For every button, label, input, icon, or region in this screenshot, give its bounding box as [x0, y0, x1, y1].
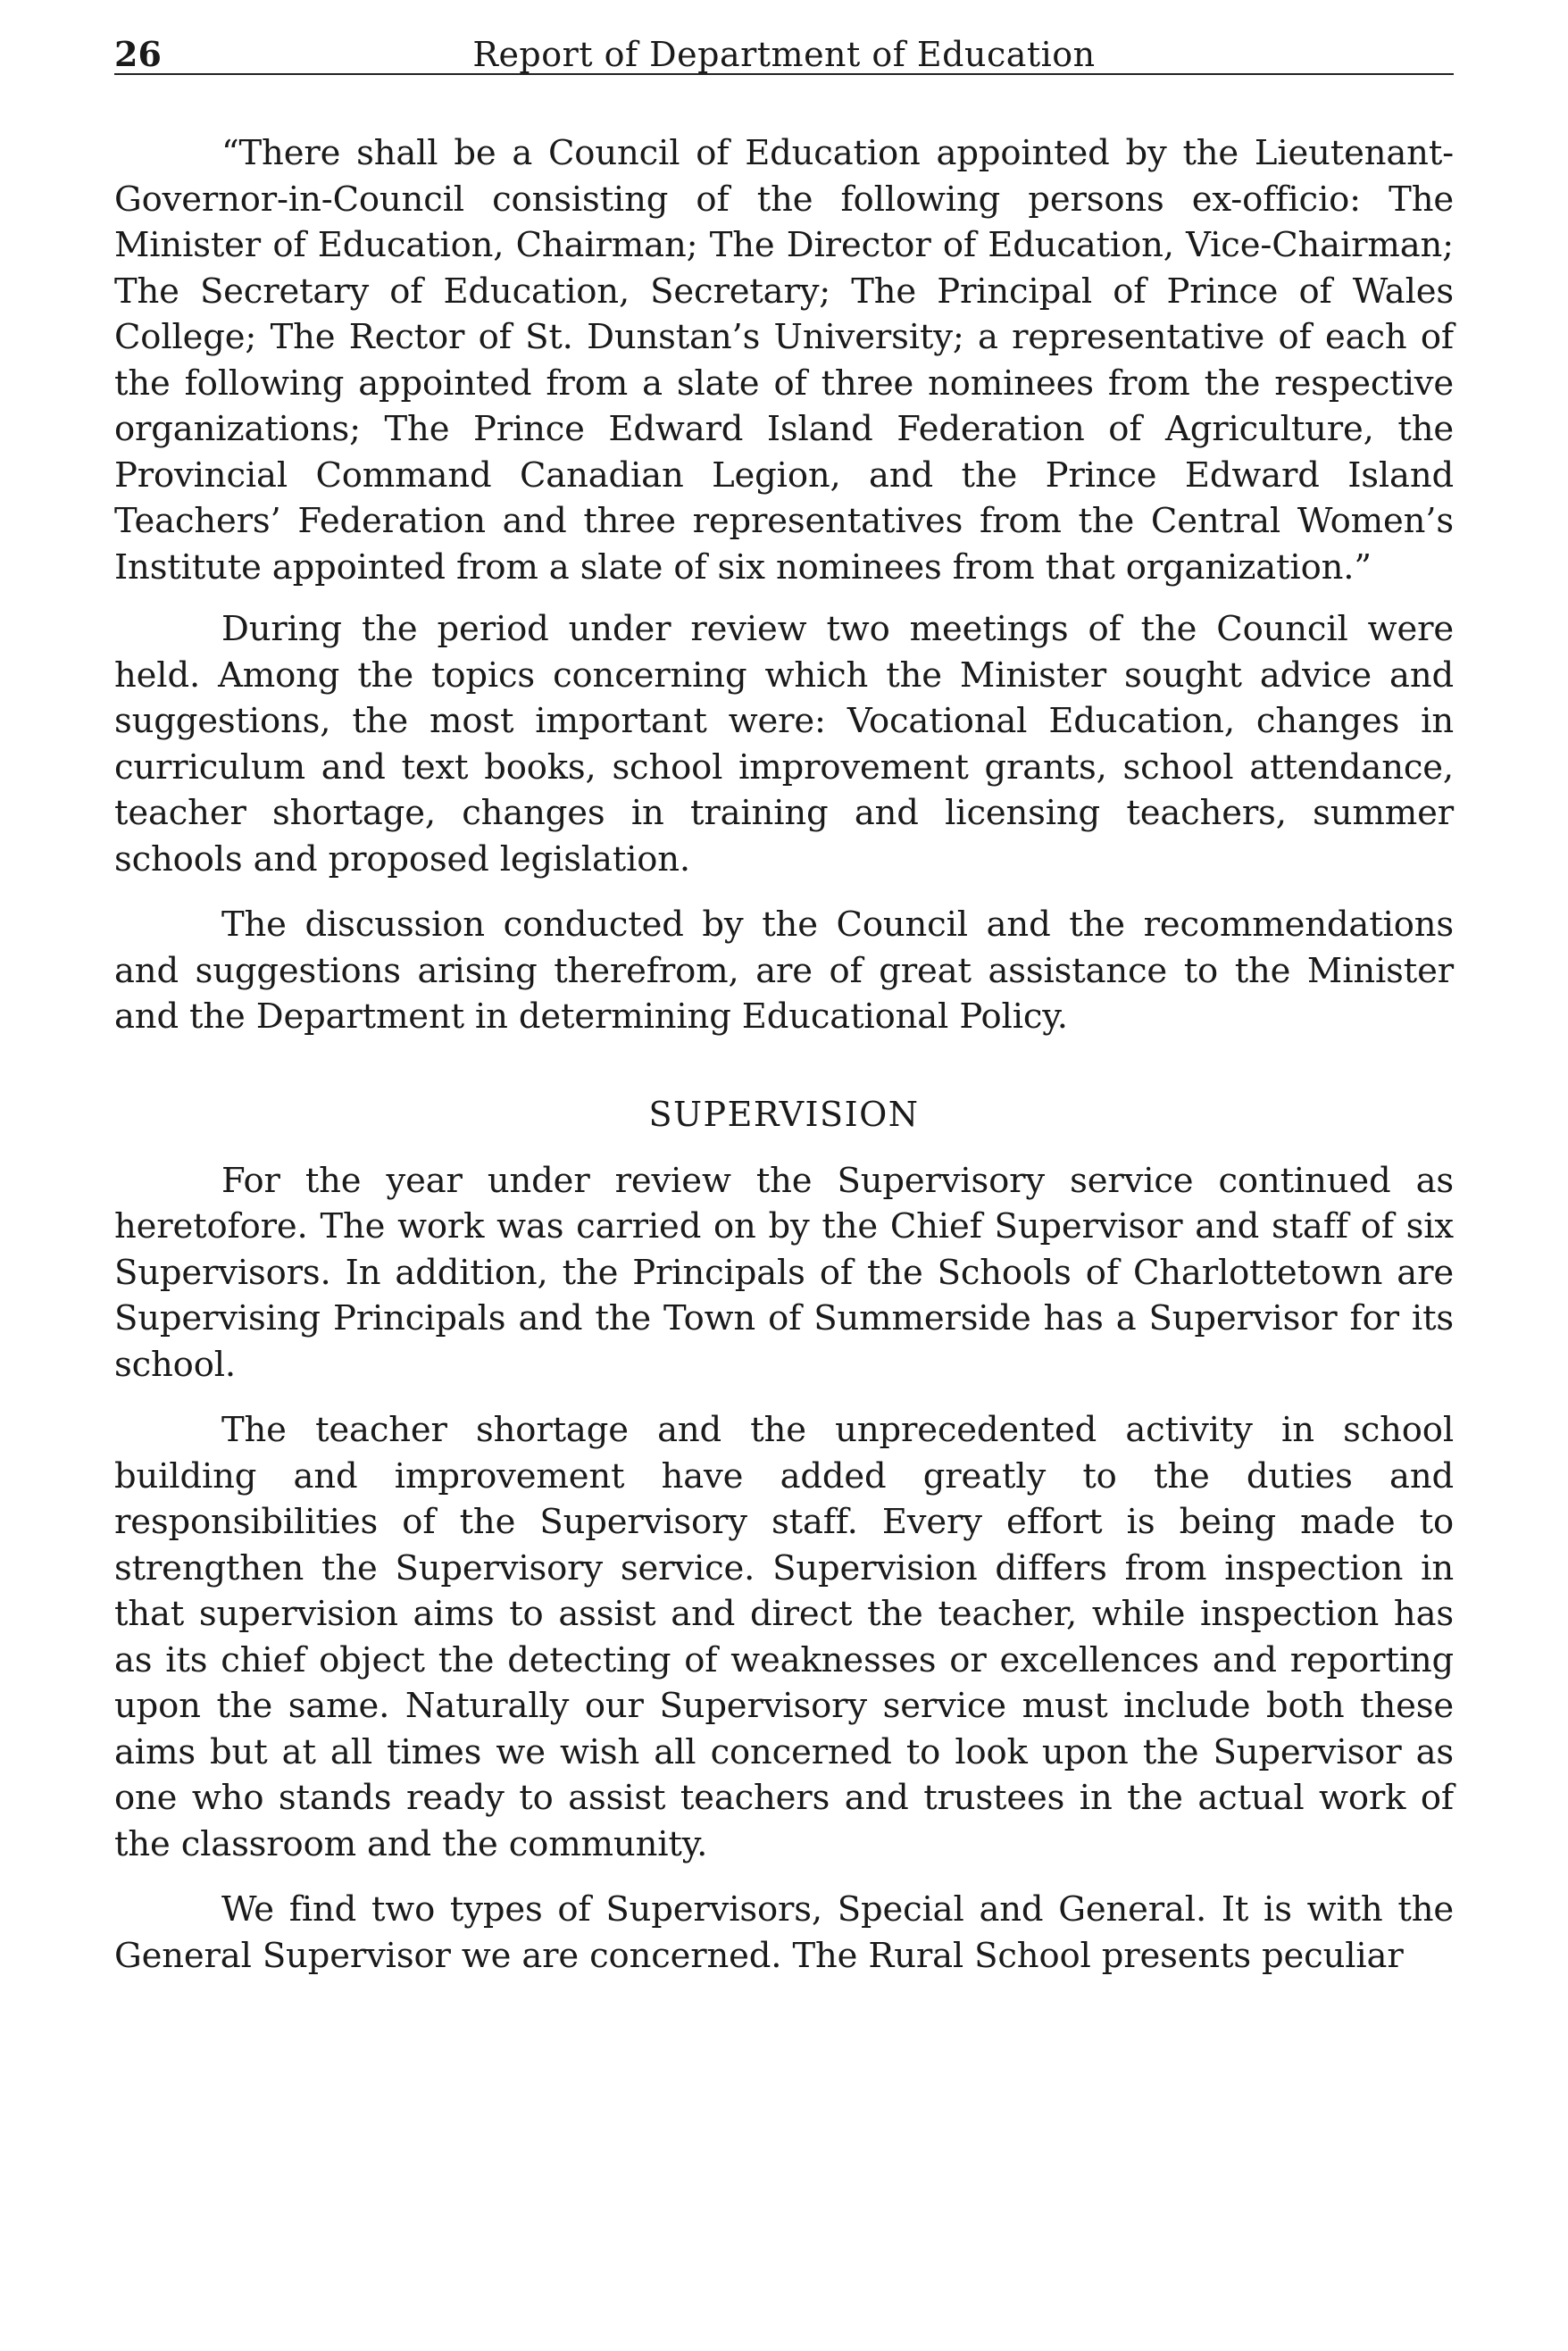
page-header — [114, 32, 1447, 77]
supervision-paragraph-3: We find two types of Supervisors, Special and General. It is with the General Supervisor we are concerned. The Rural School presents peculiar — [114, 1889, 1454, 1976]
page-body — [114, 130, 1454, 1979]
quoted-council-paragraph: “There shall be a Council of Education appointed by the Lieutenant-Governor-in-Council consisting of the following persons ex-officio: The Minister of Education, Chairman; The Director of Education, Vice-Chairman; The Secretary of Education, Secretary; The Principal of Prince of Wales College; The Rector of St. Dunstan’s University; a representative of each of the following appointed from a slate of three nominees from the respective organizations; The Prince Edward Island Federation of Agriculture, the Provincial Command Canadian Legion, and the Prince Edward Island Teachers’ Federation and three representatives from the Central Women’s Institute appointed from a slate of six nominees from that organization.” — [114, 133, 1454, 588]
page-number: 26 — [114, 34, 162, 74]
council-discussion-paragraph: The discussion conducted by the Council and the recommendations and suggestions arising therefrom, are of great assistance to the Minister and the Department in determining Educational Policy. — [114, 905, 1454, 1037]
supervision-paragraph-1: For the year under review the Supervisory service continued as heretofore. The work was carried on by the Chief Supervisor and staff of six Supervisors. In addition, the Principals of the Schools of Charlottetown are Supervising Principals and the Town of Summerside has a Supervisor for its school. — [114, 1160, 1454, 1385]
council-meetings-paragraph: During the period under review two meetings of the Council were held. Among the topics concerning which the Minister sought advice and suggestions, the most important were: Vocational Education, changes in curriculum and text books, school improvement grants, school attendance, teacher shortage, changes in training and licensing teachers, summer schools and proposed legislation. — [114, 609, 1454, 880]
header-rule — [114, 73, 1454, 75]
section-heading-supervision: SUPERVISION — [648, 1094, 920, 1134]
running-head: Report of Department of Education — [472, 35, 1096, 74]
supervision-paragraph-2: The teacher shortage and the unprecedented activity in school building and improvement have added greatly to the duties and responsibilities of the Supervisory staff. Every effort is being made to strengthen the Supervisory service. Supervision differs from inspection in that supervision aims to assist and direct the teacher, while inspection has as its chief object the detecting of weaknesses or excellences and reporting upon the same. Naturally our Supervisory service must include both these aims but at all times we wish all concerned to look upon the Supervisor as one who stands ready to assist teachers and trustees in the actual work of the classroom and the community. — [114, 1410, 1454, 1864]
